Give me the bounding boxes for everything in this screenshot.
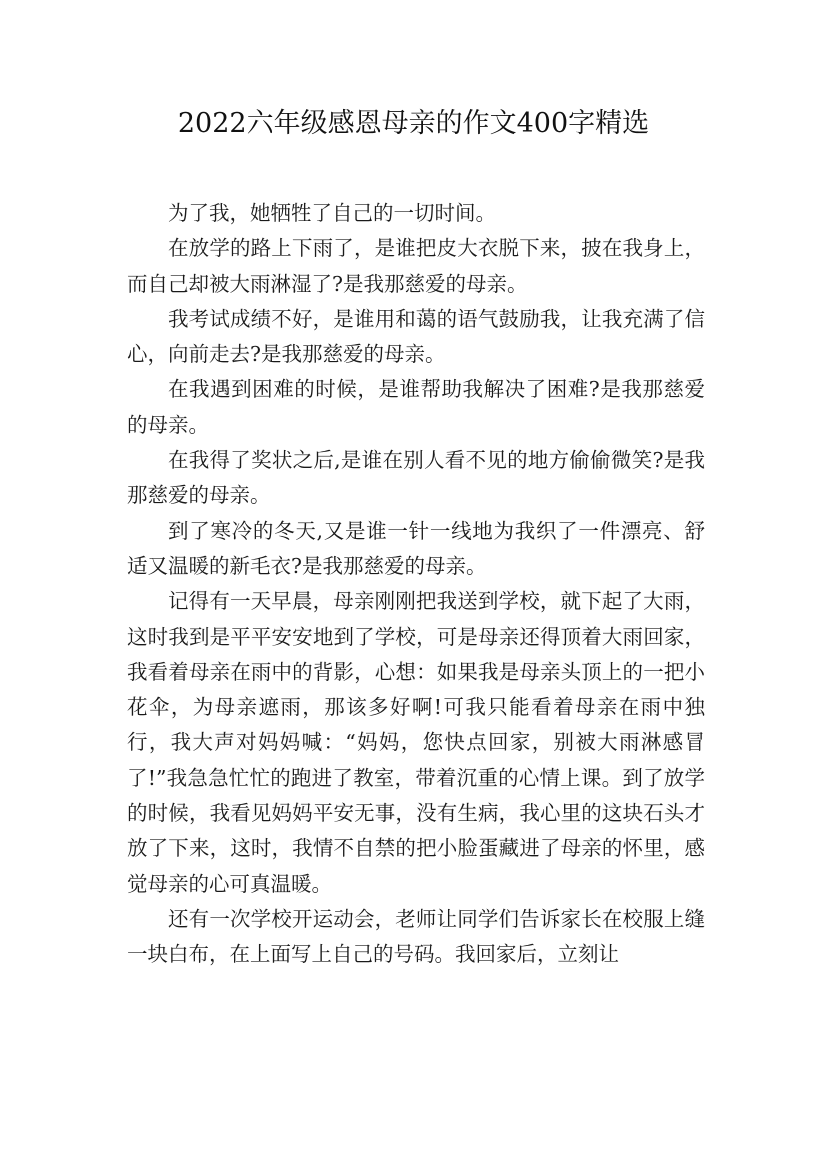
paragraph: 记得有一天早晨，母亲刚刚把我送到学校，就下起了大雨，这时我到是平平安安地到了学校，可是母亲还得顶着大雨回家，我看着母亲在雨中的背影，心想：如果我是母亲头顶上的一把小花伞，为母亲遮雨，那该多好啊!可我只能看着母亲在雨中独行，我大声对妈妈喊：“妈妈，您快点回家，别被大雨淋感冒了!”我急急忙忙的跑进了教室，带着沉重的心情上课。到了放学的时候，我看见妈妈平安无事，没有生病，我心里的这块石头才放了下来，这时，我情不自禁的把小脸蛋藏进了母亲的怀里，感觉母亲的心可真温暖。 xyxy=(127,589,705,896)
document-body xyxy=(127,196,705,973)
paragraph: 在我得了奖状之后,是谁在别人看不见的地方偷偷微笑?是我那慈爱的母亲。 xyxy=(127,448,705,508)
paragraph: 在放学的路上下雨了，是谁把皮大衣脱下来，披在我身上，而自己却被大雨淋湿了?是我那慈爱的母亲。 xyxy=(127,236,705,296)
paragraph: 还有一次学校开运动会，老师让同学们告诉家长在校服上缝一块白布，在上面写上自己的号码。我回家后，立刻让 xyxy=(127,906,705,967)
paragraph: 我考试成绩不好，是谁用和蔼的语气鼓励我，让我充满了信心，向前走去?是我那慈爱的母亲。 xyxy=(127,306,705,367)
paragraph: 为了我，她牺牲了自己的一切时间。 xyxy=(168,201,496,225)
paragraph: 到了寒冷的冬天,又是谁一针一线地为我织了一件漂亮、舒适又温暖的新毛衣?是我那慈爱的母亲。 xyxy=(127,518,705,578)
document-title: 2022六年级感恩母亲的作文400字精选 xyxy=(177,108,650,139)
paragraph: 在我遇到困难的时候，是谁帮助我解决了困难?是我那慈爱的母亲。 xyxy=(127,377,705,437)
